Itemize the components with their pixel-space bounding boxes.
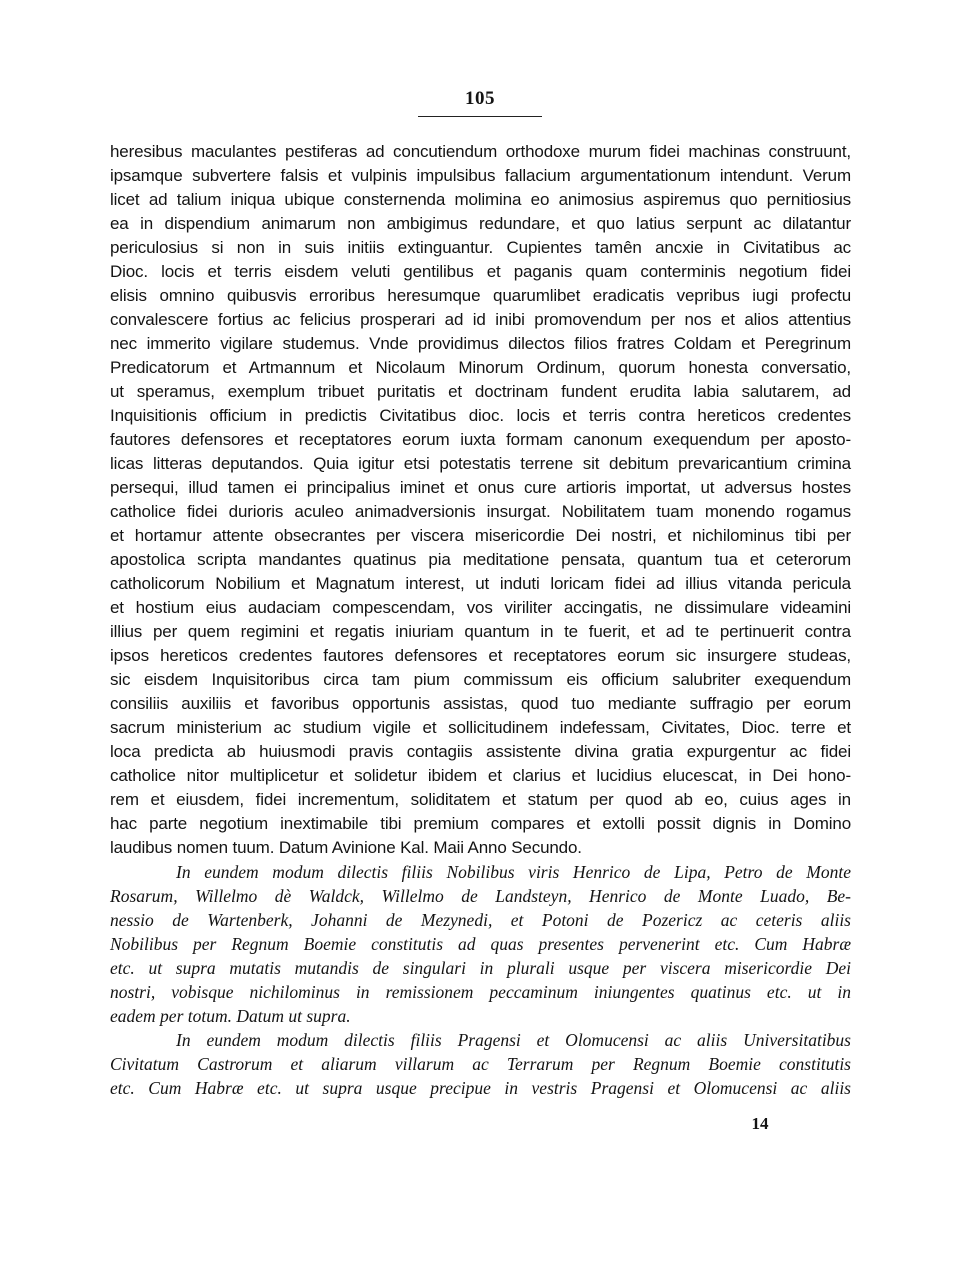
text-line: nec immerito vigilare studemus. Vnde providimus dilectos filios fratres Coldam et Peregrinum [110,334,851,353]
text-line: eadem per totum. Datum ut supra. [110,1006,351,1026]
main-paragraph [110,140,851,860]
text-line: catholicorum Nobilium et Magnatum interest, ut induti loricam fidei ad illius vitanda pericula [110,574,851,593]
text-line: apostolica scripta mandantes quatinus pia meditatione pensata, quantum tua et ceterorum [110,550,851,569]
text-line: Inquisitionis officium in predictis Civitatibus dioc. locis et terris contra hereticos credentes [110,406,851,425]
text-line: Civitatum Castrorum et aliarum villarum ac Terrarum per Regnum Boemie constitutis [110,1054,851,1074]
header-rule [418,116,542,117]
text-line: illius per quem regimini et regatis iniuriam quantum in te fuerit, et ad te pertinuerit contra [110,622,851,641]
text-line: licas litteras deputandos. Quia igitur etsi potestatis terrene sit debitum prevaricantium crimina [110,454,851,473]
text-line: elisis omnino quibusvis erroribus heresumque quarumlibet eradicatis vepribus iugi profectu [110,286,851,305]
text-line: sacrum ministerium ac studium vigile et sollicitudinem indefessam, Civitates, Dioc. terre et [110,718,851,737]
italic-paragraph-nobles [110,860,851,1028]
text-line: loca predicta ab huiusmodi pravis contagiis assistente divina gratia expurgentur ac fidei [110,742,851,761]
text-line: In eundem modum dilectis filiis Nobilibus viris Henrico de Lipa, Petro de Monte [176,862,851,882]
text-line: etc. Cum Habræ etc. ut supra usque precipue in vestris Pragensi et Olomucensi ac aliis [110,1078,851,1098]
text-line: In eundem modum dilectis filiis Pragensi et Olomucensi ac aliis Universitatibus [176,1030,851,1050]
text-line: et hortamur attente obsecrantes per viscera misericordie Dei nostri, et nichilominus tibi per [110,526,851,545]
text-line: ipsamque subvertere falsis et vulpinis impulsibus fallacium argumentationum intendunt. Verum [110,166,851,185]
text-line: Nobilibus per Regnum Boemie constitutis ad quas presentes pervenerint etc. Cum Habræ [110,934,851,954]
text-line: rem et eiusdem, fidei incrementum, soliditatem et statum per quod ab eo, cuius ages in [110,790,851,809]
text-line: ea in dispendium animarum non ambigimus redundare, et quo latius serpunt ac dilatantur [110,214,851,233]
signature-mark: 14 [751,1114,769,1133]
text-line: ut speramus, exemplum tribuet puritatis et doctrinam fundent erudita labia salutarem, ad [110,382,851,401]
text-line: fautores defensores et receptatores eorum iuxta formam canonum exequendum per aposto- [110,430,851,449]
text-line: Dioc. locis et terris eisdem veluti gentilibus et paganis quam conterminis negotium fidei [110,262,851,281]
page-number: 105 [465,88,495,109]
text-line: catholice fidei durioris aculeo animadversionis insurgat. Nobilitatem tuam monendo rogamus [110,502,851,521]
italic-paragraph-universities [110,1028,851,1100]
text-line: ipsos hereticos credentes fautores defensores et receptatores eorum sic insurgere studeas, [110,646,851,665]
text-line: consiliis auxiliis et favoribus opportunis assistas, quod tuo mediante suffragio per eorum [110,694,851,713]
text-line: sic eisdem Inquisitoribus circa tam pium commissum eis officium salubriter exequendum [110,670,851,689]
text-line: Rosarum, Willelmo dè Waldck, Willelmo de Landsteyn, Henrico de Monte Luado, Be- [110,886,851,906]
text-line: hac parte negotium inextimabile tibi premium compares et extolli possit dignis in Domino [110,814,851,833]
text-line: persequi, illud tamen ei principalius iminet et onus cure artioris importat, ut adversus hostes [110,478,851,497]
text-line: Predicatorum et Artmannum et Nicolaum Minorum Ordinum, quorum honesta conversatio, [110,358,851,377]
text-line: nostri, vobisque nichilominus in remissionem peccaminum iniungentes quatinus etc. ut in [110,982,851,1002]
text-line: nessio de Wartenberk, Johanni de Mezynedi, et Potoni de Pozericz ac ceteris aliis [110,910,851,930]
text-line: heresibus maculantes pestiferas ad concutiendum orthodoxe murum fidei machinas construunt, [110,142,851,161]
body-text [110,140,851,1100]
text-line: et hostium eius audaciam compescendam, vos viriliter accingatis, ne dissimulare videamini [110,598,851,617]
text-line: laudibus nomen tuum. Datum Avinione Kal. Maii Anno Secundo. [110,838,582,857]
text-line: convalescere fortius ac felicius prosperari ad id inibi promovendum per nos et alios attentius [110,310,851,329]
text-line: periculosius si non in suis initiis extinguantur. Cupientes tamên ancxie in Civitatibus ac [110,238,851,257]
text-line: catholice nitor multiplicetur et solidetur ibidem et clarius et lucidius elucescat, in Dei hono- [110,766,851,785]
text-line: licet ad talium iniqua ubique consternenda molimina eo animosius aspiremus quo pernitiosius [110,190,851,209]
text-line: etc. ut supra mutatis mutandis de singulari in plurali usque per viscera misericordie Dei [110,958,851,978]
